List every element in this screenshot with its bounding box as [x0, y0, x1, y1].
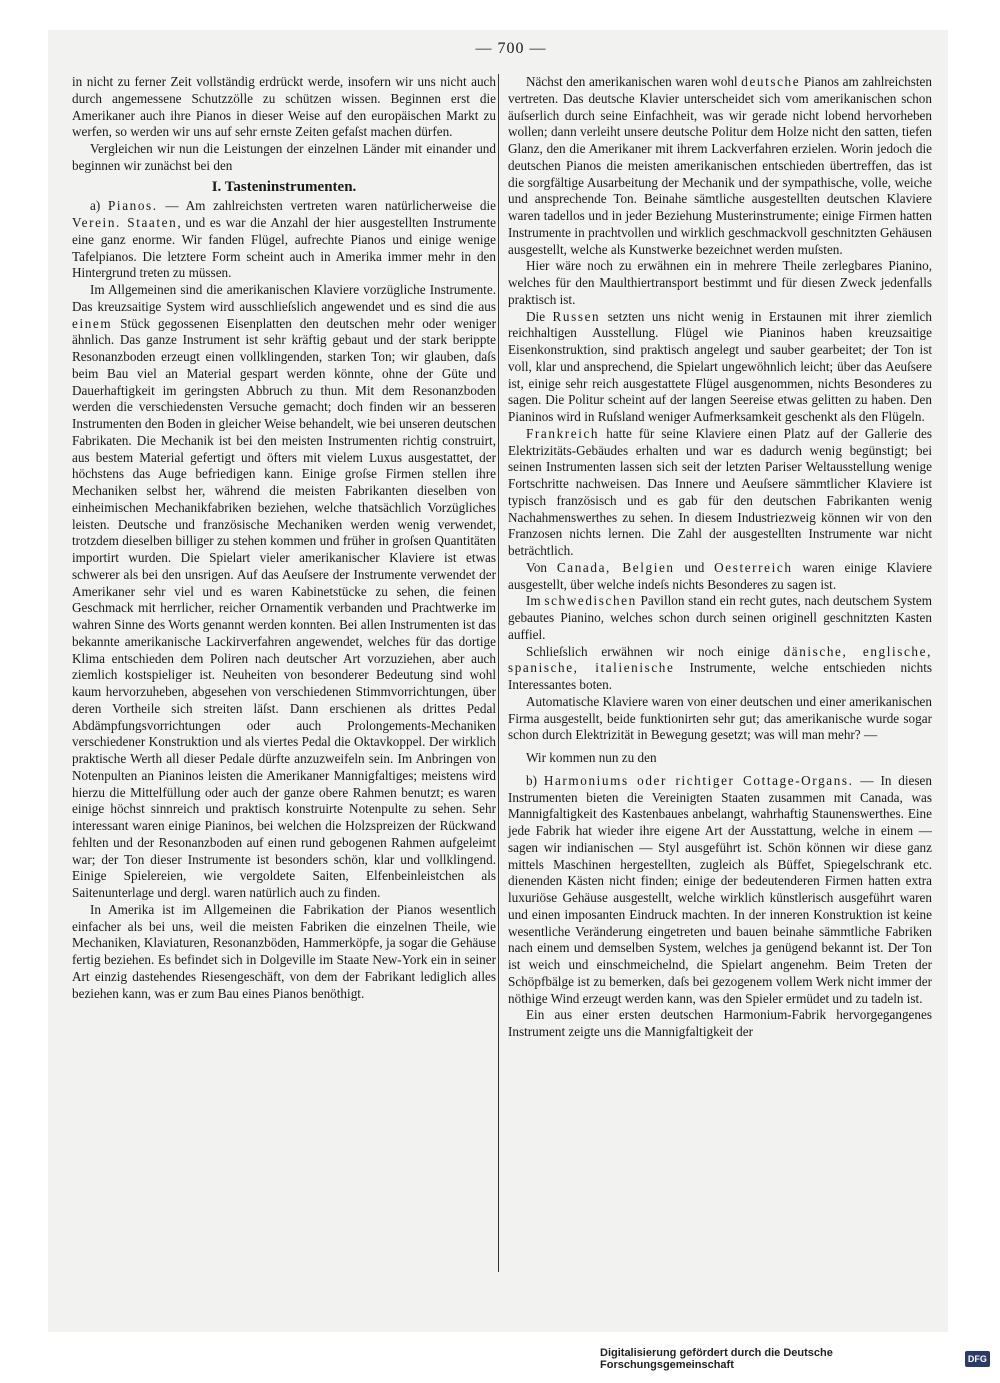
- text-run: waren einige Klaviere ausgestellt, über welche indeſs nichts Besonderes zu sagen ist.: [508, 559, 932, 592]
- text-run: Die: [526, 308, 553, 324]
- text-run: Pavillon stand ein recht gutes, nach deutschem System gebautes Pianino, welches schon durch seinen originell geschnitzten Kasten auffiel.: [508, 593, 932, 642]
- emphasis: schwedischen: [544, 593, 637, 609]
- paragraph: in nicht zu ferner Zeit vollständig erdrückt werde, insofern wir uns nicht auch durch angemessene Schutzzölle zu schützen wissen. Beginnen erst die Amerikaner auch ihre Pianos in dieser Weise auf den europäischen Markt zu werfen, so werden wir uns auf sehr ernste Zeiten gefaſst machen dürfen.: [72, 74, 496, 140]
- emphasis: einem: [72, 315, 113, 331]
- paragraph: [72, 198, 496, 282]
- page-number: — 700 —: [475, 40, 547, 57]
- column-divider: [498, 74, 499, 1272]
- text-run: Stück gegossenen Eisenplatten den deutschen mehr oder weniger ähnlich. Das ganze Instrument ist sehr kräftig gebaut und der stark berippte Resonanzboden erzeugt einen vollklingenden, starken Ton; wir glauben, daſs beim Bau viel an Material gespart werden könnte, ohne der Güte und Dauerhaftigkeit im geringsten Abbruch zu thun. Mit dem Resonanzboden werden die verschiedensten Versuche gemacht; doch finden wir an besseren Instrumenten den Boden in gleicher Weise behandelt, wie bei unseren deutschen Fabrikaten. Die Mechanik ist bei den meisten Instrumenten richtig construirt, aus bestem Material gefertigt und öfters mit vielem Luxus ausgestattet, der höchstens das Auge befriedigen kann. Einige groſse Firmen stellen ihre Mechaniken selbst her, während die meisten Fabrikanten dieselben von einheimischen Mechanikfabriken beziehen, welche thatsächlich Vorzügliches leisten. Deutsche und französische Mechaniken werden wenig verwendet, trotzdem dieselben billiger zu stehen kommen und früher in groſsen Quantitäten importirt wurden. Die Spielart vieler amerikanischer Klaviere ist etwas schwerer als bei den unsrigen. Auf das Aeuſsere der Instrumente verwendet der Amerikaner sehr viel und es waren Kabinetstücke zu sehen, die feinen Geschmack mit herrlicher, reicher Ornamentik verbanden und Prachtwerke im wahren Sinne des Worts genannt werden konnten. Bei allen Instrumenten ist das bekannte amerikanische Lackirverfahren angewendet, welches für das dortige Klima entschieden dem Poliren nach deutscher Art vorzuziehen, aber auch ziemlich kostspieliger ist. Neuheiten von besonderer Bedeutung sind wohl kaum hervorzuheben, abgesehen von verschiedenen Stimmvorrichtungen, über deren Vortheile sich streiten läſst. Dann erschienen als drittes Pedal Abdämpfungsvorrichtungen oder auch Prolongements-Mechaniken verschiedener Konstruktion und als viertes Pedal die Oktavkoppel. Der wirklich praktische Werth all dieser Pedale dürfte anzuzweifeln sein. Im Anbringen von Notenpulten an Pianinos leisten die Amerikaner Mannigfaltiges; meistens wird hierzu die Mittelfüllung oder auch der ganze obere Rahmen benutzt; es waren einige höchst sinnreich und praktisch konstruirte Notenpulte zu sehen. Sehr interessant waren einige Pianinos, bei welchen die Holzspreizen der Rückwand fehlten und der Resonanzboden auf einen rund gebogenen Rahmen aufgeleimt war; der Ton dieser Instrumente ist besonders schön, klar und vollklingend. Einige Spielereien, wie vergoldete Saiten, Elfenbeinleistchen als Saitenunterlage und dergl. waren natürlich auch zu finden.: [72, 315, 496, 900]
- section-heading: I. Tasteninstrumenten.: [211, 178, 357, 195]
- paragraph: [508, 644, 932, 694]
- emphasis: Verein. Staaten: [72, 215, 178, 230]
- paragraph: [508, 426, 932, 560]
- paragraph: In Amerika ist im Allgemeinen die Fabrikation der Pianos wesentlich einfacher als bei uns, weil die meisten Fabriken die einzelnen Theile, wie Mechaniken, Klaviaturen, Resonanzböden, Hammerköpfe, ja sogar die Gehäuse fertig beziehen. Es befindet sich in Dolgeville im Staate New-York ein in seiner Art einzig dastehendes Riesengeschäft, von dem der Fabrikant lediglich alles beziehen kann, was er zum Bau eines Pianos benöthigt.: [72, 901, 496, 1001]
- paragraph: [508, 593, 932, 643]
- emphasis: Russen: [552, 308, 601, 324]
- text-run: und: [674, 559, 715, 575]
- text-run: , und es war die Anzahl der hier ausgestellten Instrumente eine ganz enorme. Wir fanden Flügel, aufrechte Pianos und einige wenige Tafelpianos. Die letztere Form scheint auch in Amerika immer mehr in den Hintergrund treten zu müssen.: [72, 215, 496, 281]
- paragraph: [508, 560, 932, 594]
- emphasis: Harmoniums oder richtiger Cottage-Organs.: [543, 772, 854, 788]
- emphasis: Pianos.: [108, 198, 158, 214]
- paragraph: Automatische Klaviere waren von einer deutschen und einer amerikanischen Firma ausgestellt, beide funktionirten sehr gut; das amerikanische wurde sogar schon durch Elektrizität in Bewegung gesetzt; was will man mehr? —: [508, 693, 932, 743]
- emphasis: Frankreich: [526, 425, 600, 441]
- text-run: — In diesen Instrumenten bieten die Vereinigten Staaten zusammen mit Canada, was Mannigfaltigkeit des Kastenbaues anbelangt, wahrhaftig Staunenswerthes. Eine jede Fabrik hat wieder ihre eigene Art der Ausstattung, welche in einem — sagen wir indianischen — Styl ausgeführt ist. Schön können wir diese ganz mittels Maschinen hergestellten, zugleich als Büffet, Spiegelschrank etc. dienenden Kästen nicht finden; einige der bedeutenderen Firmen hatten extra luxuriöse Gehäuse ausgestellt, welche wirklich künstlerisch ausgeführt waren und einen imposanten Eindruck machten. In der inneren Konstruktion ist keine wesentliche Veränderung eingetreten und bauen beinahe sämmtliche Fabriken nach einem und demselben System, welches ja genügend bekannt ist. Der Ton ist weich und einschmeichelnd, die Spielart angenehm. Beim Treten der Schöpfbälge ist zu bemerken, daſs bei gezogenem vollem Werk nicht immer der nöthige Wind erzeugt werden kann, was den Spieler ermüdet und zu tadeln ist.: [508, 772, 932, 1006]
- emphasis: Canada, Belgien: [556, 559, 675, 575]
- list-marker: b): [526, 772, 544, 788]
- text-run: setzten uns nicht wenig in Erstaunen mit ihrer ziemlich reichhaltigen Ausstellung. Flügel wie Pianinos haben kreuzsaitige Eisenkonstruktion, sind praktisch angelegt und sauber gearbeitet; der Ton ist voll, klar und ansprechend, die Spielart ungewöhnlich leicht; über das Aeuſsere ist, einige sehr reich ausgestattete Flügel ausgenommen, nichts Besonderes zu sagen. Die Politur scheint auf der langen Seereise etwas gelitten zu haben. Den Pianinos wird in Ruſsland weniger Aufmerksamkeit geschenkt als den Flügeln.: [508, 308, 932, 424]
- paragraph: Vergleichen wir nun die Leistungen der einzelnen Länder mit einander und beginnen wir zunächst bei den: [72, 141, 496, 173]
- text-run: Von: [526, 559, 557, 575]
- text-run: Im Allgemeinen sind die amerikanischen Klaviere vorzügliche Instrumente. Das kreuzsaitige System wird ausschlieſslich angewendet und es sind die aus: [72, 282, 496, 314]
- text-run: Instrumente, welche entschieden nichts Interessantes boten.: [508, 660, 933, 692]
- text-run: hatte für seine Klaviere einen Platz auf der Gallerie des Elektrizitäts-Gebäudes erhalten und war es dadurch wenig begünstigt; bei seinen Instrumenten lassen sich seit der letzten Pariser Weltausstellung wenige Fortschritte nachweisen. Das Innere und Aeuſsere sämmtlicher Klaviere ist typisch französisch und es gab für den deutschen Fabrikanten wenig Nachahmenswerthes zu sehen. In diesem Industriezweig können wir von den Franzosen nichts lernen. Die Zahl der ausgestellten Instrumente war nicht beträchtlich.: [508, 425, 932, 558]
- text-run: Pianos am zahlreichsten vertreten. Das deutsche Klavier unterscheidet sich vom amerikanischen schon äuſserlich durch seine Einfachheit, was wir gerade nicht lobend hervorheben wollen; dann verleiht unsere deutsche Politur dem Holze nicht den satten, tiefen Glanz, den die Amerikaner mit ihrem Lackverfahren erzielen. Worin jedoch die deutschen Pianos die meisten amerikanischen entschieden übertreffen, das ist die sorgfältige Ausarbeitung der Mechanik und der sympathische, volle, weiche und ansprechende Ton. Beinahe sämtliche ausgestellten deutschen Klaviere waren tadellos und in jeder Beziehung Musterinstrumente; einige Firmen hatten Instrumente in prachtvollen und wirklich geschmackvoll geschnitzten Gehäusen ausgestellt, welche als Kunstwerke bezeichnet werden muſsten.: [508, 74, 932, 257]
- text-run: Im: [526, 593, 545, 609]
- text-run: — Am zahlreichsten vertreten waren natürlicherweise die: [157, 198, 496, 214]
- text-run: Nächst den amerikanischen waren wohl: [526, 74, 742, 89]
- digitization-credit: [600, 1346, 990, 1372]
- paragraph: [508, 309, 932, 426]
- paragraph: [72, 282, 496, 902]
- paragraph: Wir kommen nun zu den: [526, 750, 657, 765]
- emphasis: Oesterreich: [714, 559, 793, 575]
- emphasis: dänische, englische, spanische, italienische: [508, 643, 932, 676]
- right-column: [508, 74, 932, 1041]
- paragraph: Ein aus einer ersten deutschen Harmonium-Fabrik hervorgegangenes Instrument zeigte uns die Mannigfaltigkeit der: [508, 1007, 932, 1039]
- left-column: [72, 74, 496, 1002]
- paragraph: [508, 74, 932, 258]
- paragraph: [508, 773, 932, 1008]
- emphasis: deutsche: [741, 74, 801, 89]
- dfg-logo-icon: DFG: [965, 1351, 990, 1367]
- list-marker: a): [90, 198, 108, 214]
- credit-text: Digitalisierung gefördert durch die Deutsche Forschungsgemeinschaft: [600, 1347, 833, 1371]
- paragraph: Hier wäre noch zu erwähnen ein in mehrere Theile zerlegbares Pianino, welches für den Maulthiertransport bestimmt und für diesen Zweck jedenfalls praktisch ist.: [508, 258, 932, 307]
- text-run: Schlieſslich erwähnen wir noch einige: [526, 643, 784, 659]
